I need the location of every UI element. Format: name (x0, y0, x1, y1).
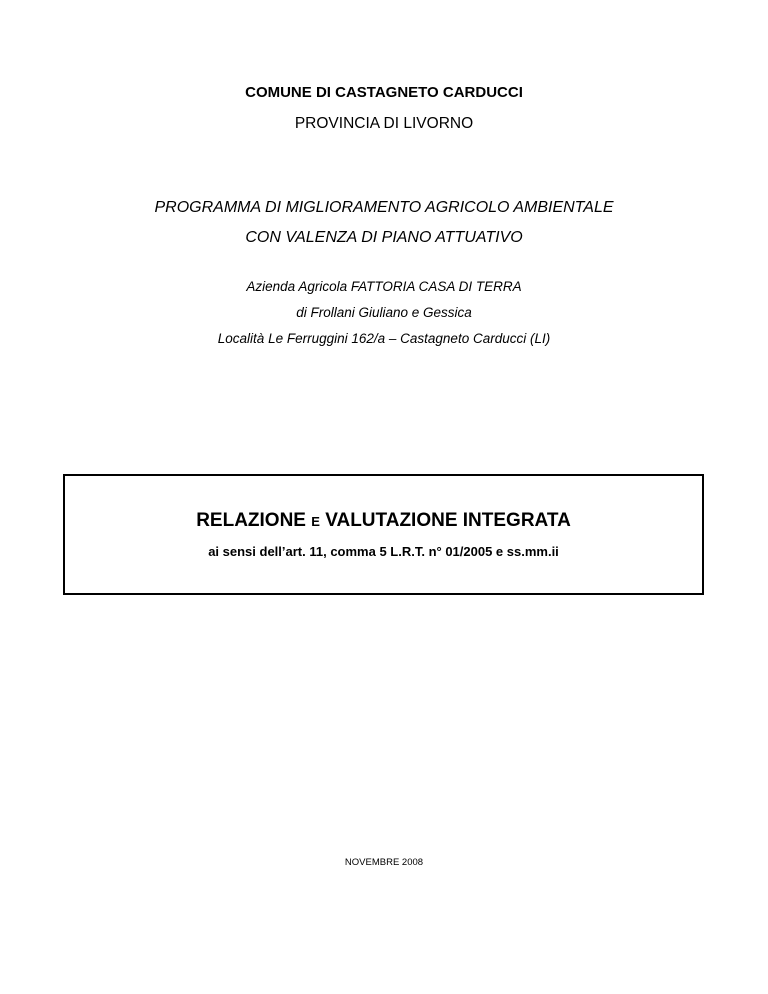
report-title-part-1: RELAZIONE (196, 510, 312, 531)
company-owners: di Frollani Giuliano e Gessica (296, 305, 472, 320)
province-heading: PROVINCIA DI LIVORNO (294, 115, 474, 132)
document-date: NOVEMBRE 2008 (344, 857, 424, 868)
municipality-heading: COMUNE DI CASTAGNETO CARDUCCI (245, 84, 523, 101)
report-title-part-2: VALUTAZIONE INTEGRATA (319, 510, 571, 531)
company-name: Azienda Agricola FATTORIA CASA DI TERRA (246, 279, 522, 294)
report-title-connector: E (311, 514, 320, 529)
report-legal-reference: ai sensi dell’art. 11, comma 5 L.R.T. n° 01/2005 e ss.mm.ii (208, 544, 559, 559)
program-title-line-2: CON VALENZA DI PIANO ATTUATIVO (245, 229, 523, 246)
company-address: Località Le Ferruggini 162/a – Castagneto Carducci (LI) (217, 331, 551, 346)
report-title (65, 510, 702, 532)
program-title-line-1: PROGRAMMA DI MIGLIORAMENTO AGRICOLO AMBIENTALE (154, 199, 614, 216)
report-title-box (63, 474, 704, 595)
